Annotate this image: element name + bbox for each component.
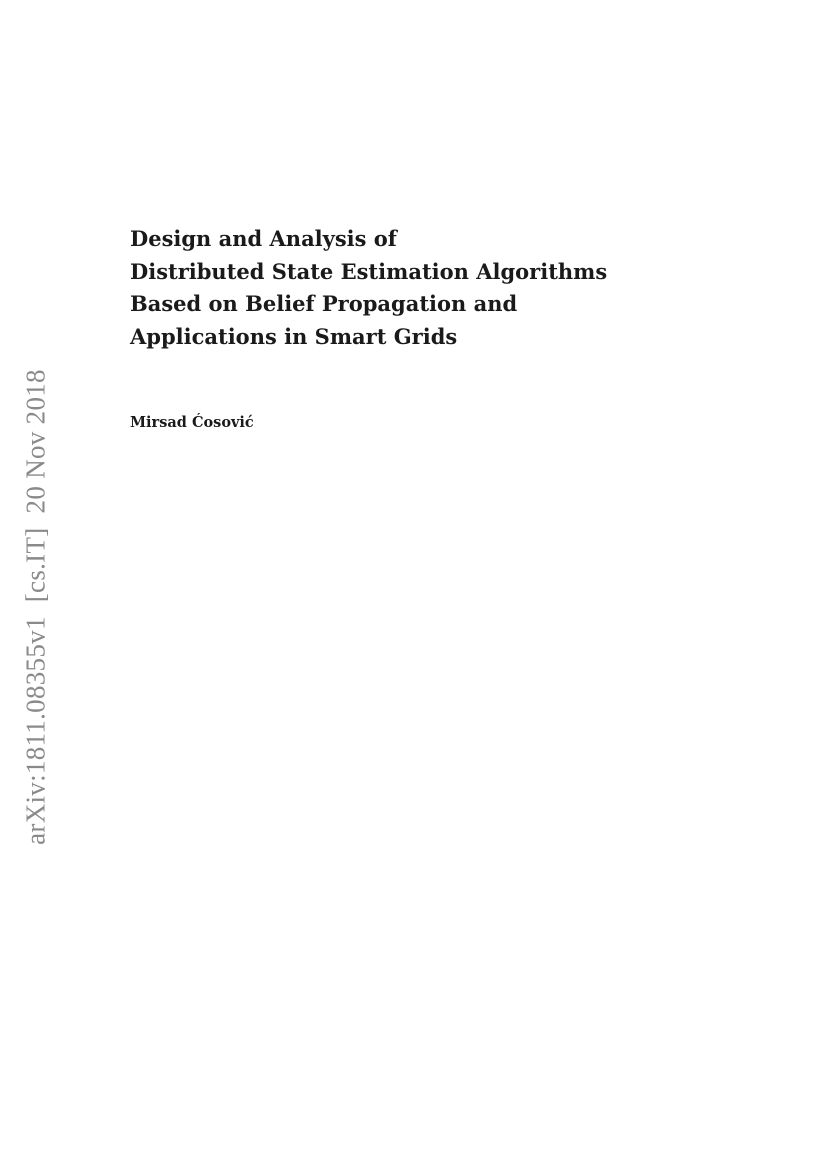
arxiv-identifier-stamp (21, 369, 52, 845)
title-line: Applications in Smart Grids (130, 323, 458, 349)
author-name: Mirsad Ćosović (130, 414, 254, 431)
arxiv-category: [cs.IT] (20, 527, 51, 603)
title-line: Design and Analysis of (130, 226, 397, 251)
arxiv-date: 20 Nov 2018 (20, 369, 51, 514)
title-line: Distributed State Estimation Algorithms (130, 258, 608, 284)
title-line: Based on Belief Propagation and (130, 291, 518, 316)
paper-title (130, 223, 730, 353)
arxiv-id: arXiv:1811.08355v1 (20, 616, 51, 845)
